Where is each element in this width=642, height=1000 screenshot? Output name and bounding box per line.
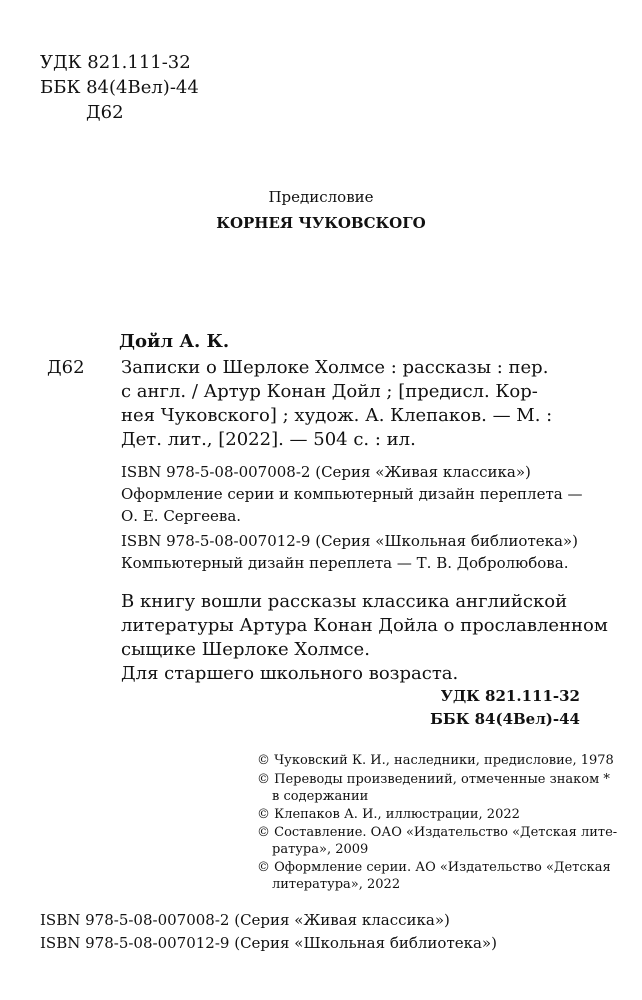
copyright-line: © Составление. ОАО «Издательство «Детская лите- (257, 825, 618, 840)
annotation-line: сыщике Шерлоке Холмсе. (121, 639, 370, 660)
bbk-code-bottom: ББК 84(4Вел)-44 (430, 710, 580, 728)
copyright-line: © Оформление серии. АО «Издательство «Детская (257, 860, 611, 875)
design-credit-line: Оформление серии и компьютерный дизайн переплета — (121, 485, 583, 503)
udk-code-bottom: УДК 821.111-32 (440, 687, 580, 705)
bbk-code-top: ББК 84(4Вел)-44 (40, 77, 199, 98)
description-line: Записки о Шерлоке Холмсе : рассказы : пер. (121, 357, 549, 378)
annotation-line: В книгу вошли рассказы классика английской (121, 591, 568, 612)
copyright-line: © Чуковский К. И., наследники, предисловие, 1978 (257, 753, 614, 768)
design-credit-line: Компьютерный дизайн переплета — Т. В. Добролюбова. (121, 554, 569, 572)
preface-author: КОРНЕЯ ЧУКОВСКОГО (216, 214, 426, 232)
description-line: с англ. / Артур Конан Дойл ; [предисл. Кор- (121, 381, 538, 402)
copyright-line: © Клепаков А. И., иллюстрации, 2022 (257, 807, 520, 822)
description-line: Дет. лит., [2022]. — 504 с. : ил. (121, 429, 416, 450)
isbn-line: ISBN 978-5-08-007012-9 (Серия «Школьная библиотека») (121, 532, 578, 550)
age-note: Для старшего школьного возраста. (121, 663, 459, 684)
copyright-line: в содержании (272, 789, 369, 804)
bottom-isbn-line: ISBN 978-5-08-007008-2 (Серия «Живая классика») (40, 911, 450, 929)
isbn-line: ISBN 978-5-08-007008-2 (Серия «Живая классика») (121, 463, 531, 481)
copyright-line: литература», 2022 (272, 877, 401, 892)
author-mark-top: Д62 (86, 102, 124, 123)
copyright-line: ратура», 2009 (272, 842, 369, 857)
design-credit-line: О. Е. Сергеева. (121, 507, 242, 525)
description-line: нея Чуковского] ; худож. А. Клепаков. — М. : (121, 405, 553, 426)
preface-label: Предисловие (268, 188, 374, 206)
copyright-line: © Переводы произведениий, отмеченные знаком * (257, 772, 610, 787)
annotation-line: литературы Артура Конан Дойла о прославленном (121, 615, 608, 636)
bottom-isbn-line: ISBN 978-5-08-007012-9 (Серия «Школьная библиотека») (40, 934, 497, 952)
catalog-author-heading: Дойл А. К. (119, 331, 230, 352)
udk-code-top: УДК 821.111-32 (40, 52, 191, 73)
catalog-side-mark: Д62 (47, 357, 85, 378)
